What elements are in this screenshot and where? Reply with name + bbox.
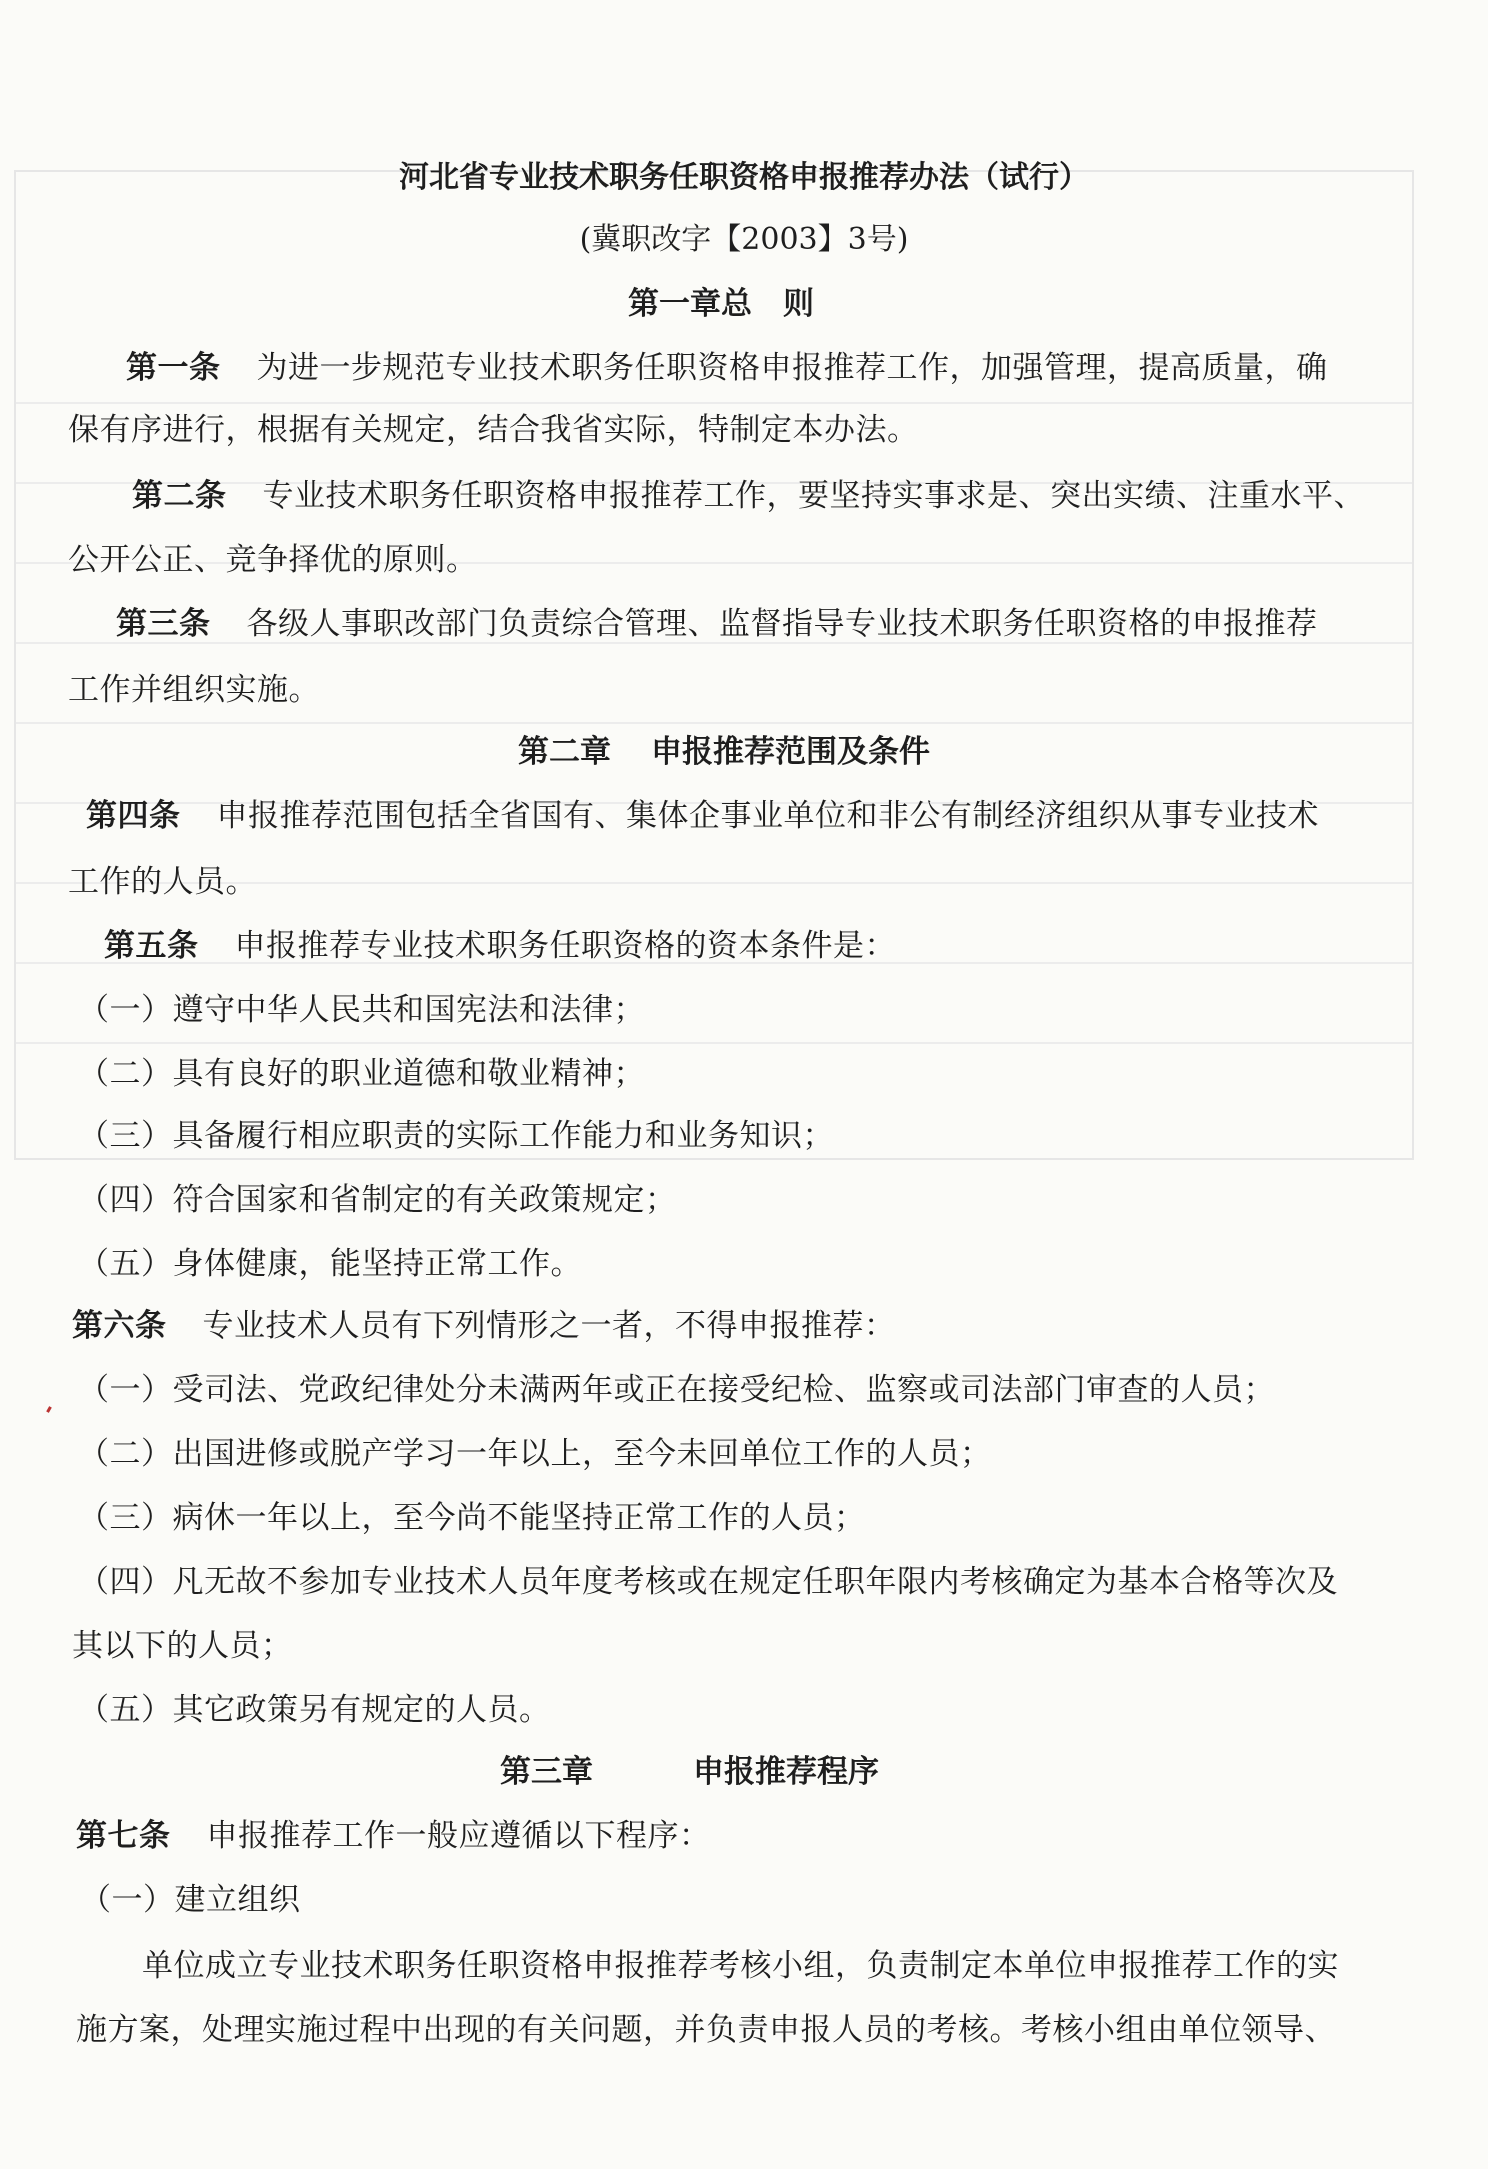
article-7-paragraph-line-2: 施方案，处理实施过程中出现的有关问题，并负责申报人员的考核。考核小组由单位领导、 <box>76 2012 1336 2048</box>
article-5-item-4: （四）符合国家和省制定的有关政策规定； <box>78 1182 677 1218</box>
article-5-label: 第五条 <box>104 928 199 964</box>
article-6-item-5: （五）其它政策另有规定的人员。 <box>78 1692 551 1728</box>
chapter-3-number: 第三章 <box>500 1754 593 1790</box>
article-5-line-1 <box>104 920 896 965</box>
article-3-line-2: 工作并组织实施。 <box>68 672 320 708</box>
article-6-label: 第六条 <box>72 1308 167 1344</box>
article-6-item-3: （三）病休一年以上，至今尚不能坚持正常工作的人员； <box>78 1500 866 1536</box>
ink-mark <box>46 1406 52 1413</box>
article-2-line-2: 公开公正、竞争择优的原则。 <box>68 542 478 578</box>
article-6-text: 专业技术人员有下列情形之一者，不得申报推荐： <box>202 1308 896 1344</box>
article-4-label: 第四条 <box>86 798 181 834</box>
chapter-2-number: 第二章 <box>518 734 611 770</box>
article-1-text: 为进一步规范专业技术职务任职资格申报推荐工作，加强管理，提高质量，确 <box>256 350 1328 386</box>
article-2-label: 第二条 <box>132 478 227 514</box>
chapter-3-title: 申报推荐程序 <box>693 1754 879 1790</box>
article-2-text: 专业技术职务任职资格申报推荐工作，要坚持实事求是、突出实绩、注重水平、 <box>262 478 1365 514</box>
chapter-2-title: 申报推荐范围及条件 <box>651 734 930 770</box>
article-1-line-1 <box>126 342 1328 387</box>
article-6-item-1: （一）受司法、党政纪律处分未满两年或正在接受纪检、监察或司法部门审查的人员； <box>78 1372 1275 1408</box>
article-2-line-1 <box>132 470 1365 515</box>
document-title: 河北省专业技术职务任职资格申报推荐办法（试行） <box>399 160 1089 195</box>
article-3-text: 各级人事职改部门负责综合管理、监督指导专业技术职务任职资格的申报推荐 <box>246 606 1318 642</box>
article-4-line-2: 工作的人员。 <box>68 864 257 900</box>
article-1-label: 第一条 <box>126 350 221 386</box>
article-7-line-1 <box>76 1810 711 1855</box>
chapter-2-heading <box>518 726 930 771</box>
article-1-line-2: 保有序进行，根据有关规定，结合我省实际，特制定本办法。 <box>68 412 919 448</box>
article-5-text: 申报推荐专业技术职务任职资格的资本条件是： <box>234 928 896 964</box>
article-7-paragraph-line-1: 单位成立专业技术职务任职资格申报推荐考核小组，负责制定本单位申报推荐工作的实 <box>142 1948 1339 1984</box>
article-7-label: 第七条 <box>76 1818 171 1854</box>
article-4-text: 申报推荐范围包括全省国有、集体企事业单位和非公有制经济组织从事专业技术 <box>216 798 1319 834</box>
article-5-item-1: （一）遵守中华人民共和国宪法和法律； <box>78 992 645 1028</box>
article-3-line-1 <box>116 598 1318 643</box>
chapter-3-heading <box>500 1746 879 1791</box>
article-5-item-3: （三）具备履行相应职责的实际工作能力和业务知识； <box>78 1118 834 1154</box>
article-7-item-1: （一）建立组织 <box>80 1882 301 1918</box>
article-5-item-5: （五）身体健康，能坚持正常工作。 <box>78 1246 582 1282</box>
article-6-line-1 <box>72 1300 896 1345</box>
article-6-item-4-cont: 其以下的人员； <box>72 1628 293 1664</box>
article-5-item-2: （二）具有良好的职业道德和敬业精神； <box>78 1056 645 1092</box>
article-6-item-2: （二）出国进修或脱产学习一年以上，至今未回单位工作的人员； <box>78 1436 992 1472</box>
article-6-item-4: （四）凡无故不参加专业技术人员年度考核或在规定任职年限内考核确定为基本合格等次及 <box>78 1564 1338 1600</box>
article-3-label: 第三条 <box>116 606 211 642</box>
article-7-text: 申报推荐工作一般应遵循以下程序： <box>206 1818 711 1854</box>
article-4-line-1 <box>86 790 1319 835</box>
chapter-1-heading: 第一章总 则 <box>628 286 814 322</box>
document-subtitle: (冀职改字【2003】3号) <box>579 222 909 257</box>
